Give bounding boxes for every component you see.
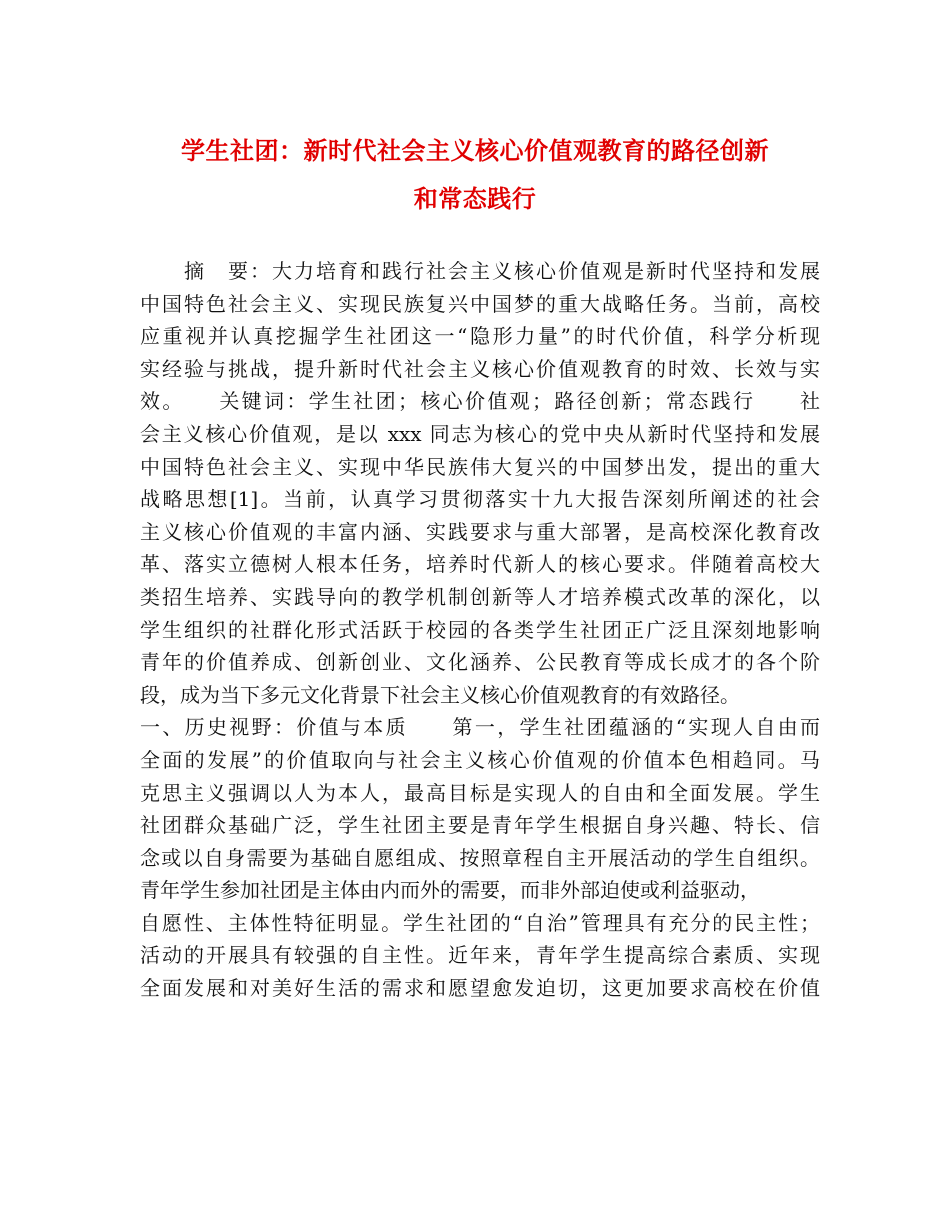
title-line: 和常态践行: [413, 185, 537, 213]
body-line: 一、历史视野：价值与本质 第一，学生社团蕴涵的“实现人自由而: [140, 715, 820, 740]
body-line: 念或以自身需要为基础自愿组成、按照章程自主开展活动的学生自组织。: [140, 845, 820, 870]
body-text: [140, 255, 820, 1005]
body-line: 应重视并认真挖掘学生社团这一“隐形力量”的时代价值，科学分析现: [140, 324, 820, 349]
body-line: 青年学生参加社团是主体由内而外的需要，而非外部迫使或利益驱动，: [140, 878, 760, 903]
body-line: 主义核心价值观的丰富内涵、实践要求与重大部署，是高校深化教育改: [140, 519, 820, 544]
body-line: 摘 要：大力培育和践行社会主义核心价值观是新时代坚持和发展: [140, 259, 820, 283]
body-line: 效。 关键词：学生社团；核心价值观；路径创新；常态践行 社: [140, 389, 820, 414]
body-line: 社团群众基础广泛，学生社团主要是青年学生根据自身兴趣、特长、信: [140, 813, 820, 838]
body-line: 克思主义强调以人为本人，最高目标是实现人的自由和全面发展。学生: [140, 780, 820, 805]
body-line: 全面的发展”的价值取向与社会主义核心价值观的价值本色相趋同。马: [140, 747, 820, 772]
body-line: 中国特色社会主义、实现中华民族伟大复兴的中国梦出发，提出的重大: [140, 454, 820, 479]
body-line: 段，成为当下多元文化背景下社会主义核心价值观教育的有效路径。: [140, 682, 750, 707]
title-line: 学生社团：新时代社会主义核心价值观教育的路径创新: [181, 137, 769, 165]
body-line: 中国特色社会主义、实现民族复兴中国梦的重大战略任务。当前，高校: [140, 291, 820, 316]
body-line: 学生组织的社群化形式活跃于校园的各类学生社团正广泛且深刻地影响: [140, 617, 820, 642]
body-line: 战略思想[1]。当前，认真学习贯彻落实十九大报告深刻所阐述的社会: [140, 487, 820, 512]
body-line: 活动的开展具有较强的自主性。近年来，青年学生提高综合素质、实现: [140, 943, 820, 968]
document-title: [120, 127, 830, 223]
body-line: 青年的价值养成、创新创业、文化涵养、公民教育等成长成才的各个阶: [140, 650, 820, 675]
body-line: 实经验与挑战，提升新时代社会主义核心价值观教育的时效、长效与实: [140, 356, 820, 381]
body-line: 全面发展和对美好生活的需求和愿望愈发迫切，这更加要求高校在价值: [140, 976, 820, 1001]
body-line: 自愿性、主体性特征明显。学生社团的“自治”管理具有充分的民主性；: [140, 910, 820, 935]
body-line: 类招生培养、实践导向的教学机制创新等人才培养模式改革的深化，以: [140, 584, 820, 609]
body-line: 革、落实立德树人根本任务，培养时代新人的核心要求。伴随着高校大: [140, 552, 820, 577]
body-line: 会主义核心价值观，是以 xxx 同志为核心的党中央从新时代坚持和发展: [140, 421, 820, 446]
